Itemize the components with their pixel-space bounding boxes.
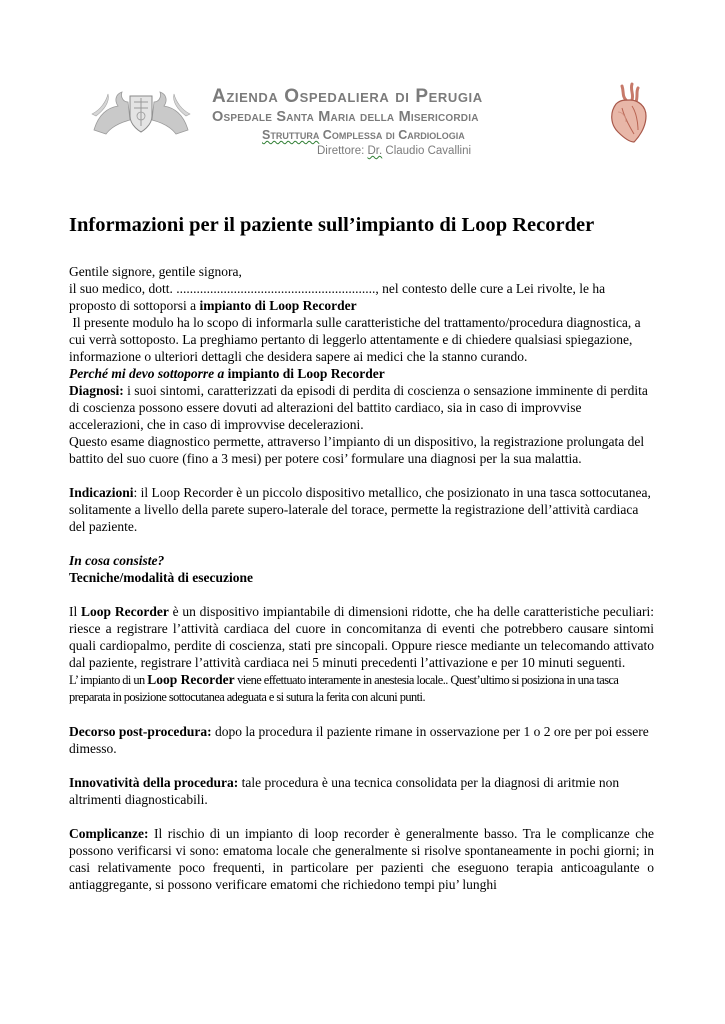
loop-text-b: Loop Recorder: [81, 604, 169, 619]
implant-paragraph: [69, 671, 654, 706]
implant-text-a: L’ impianto di un: [69, 673, 148, 687]
indications-label: Indicazioni: [69, 485, 134, 500]
technique-heading: [69, 569, 654, 586]
post-procedure-label: Decorso post-procedura:: [69, 724, 212, 739]
post-procedure-paragraph: [69, 723, 654, 757]
diagnosis-text: i suoi sintomi, caratterizzati da episodi di perdita di coscienza o sensazione imminente di perdita di coscienza possono essere dovuti ad alterazioni del battito cardiaco, sia in caso di improvvise accelerazioni, che in caso di improvvise decelerazioni.: [69, 383, 648, 432]
complications-text: Il rischio di un impianto di loop recorder è generalmente basso. Tra le complicanze che possono verificarsi vi sono: ematoma locale che generalmente si risolve spontaneamente in pochi giorni; in casi relativamente poco frequenti, in particolare per pazienti che eseguono terapia anticoagulante o antiaggregante, si possono verificare ematomi che richiedono tempi piu’ lunghi: [69, 826, 654, 892]
document-body: [69, 263, 654, 893]
why-heading-italic: Perché mi devo sottoporre a: [69, 366, 228, 381]
director-line: [212, 145, 592, 157]
indications-text: : il Loop Recorder è un piccolo dispositivo metallico, che posizionato in una tasca sottocutanea, solitamente a livello della parete supero-laterale del torace, permette la registrazione dell’attività cardiaca del paziente.: [69, 485, 651, 534]
innovation-paragraph: [69, 774, 654, 808]
director-label: Direttore:: [317, 145, 368, 157]
letterhead-text: [212, 86, 592, 157]
director-name: Claudio Cavallini: [382, 145, 472, 157]
department-name: [212, 128, 592, 142]
intro-text: il suo medico, dott. ..........................................................., nel contesto delle cure a Lei rivolte, le ha proposto di sottoporsi a: [69, 281, 606, 313]
letterhead: [88, 80, 688, 170]
post-procedure-text: dopo la procedura il paziente rimane in osservazione per 1 o 2 ore per poi essere dimesso.: [69, 724, 649, 756]
loop-recorder-paragraph: [69, 603, 654, 671]
hospital-crest-logo: [88, 86, 194, 140]
implant-text-c: viene effettuato interamente in anestesia locale.. Quest’ultimo si posiziona in una tasca preparata in posizione sottocutanea adeguata e si sutura la ferita con alcuni punti.: [69, 673, 619, 704]
technique-heading-text: Tecniche/modalità di esecuzione: [69, 570, 253, 585]
anatomical-heart-logo: [608, 82, 650, 144]
innovation-text: tale procedura è una tecnica consolidata per la diagnosi di aritmie non altrimenti diagnosticabili.: [69, 775, 620, 807]
hospital-name: Azienda Ospedaliera di Perugia: [212, 86, 483, 107]
department-name-part2: Complessa di Cardiologia: [319, 128, 465, 142]
exam-paragraph: Questo esame diagnostico permette, attraverso l’impianto di un dispositivo, la registrazione prolungata del battito del suo cuore (fino a 3 mesi) per potere cosi’ formulare una diagnosi per la sua malattia.: [69, 434, 645, 466]
complications-paragraph: [69, 825, 654, 893]
complications-label: Complicanze:: [69, 826, 149, 841]
indications-paragraph: [69, 484, 654, 535]
crest-caption: [90, 144, 194, 148]
loop-text-c: è un dispositivo impiantabile di dimensioni ridotte, che ha delle caratteristiche peculiari: riesce a registrare l’attività cardiaca del cuore in concomitanza di eventi che potrebbero causare sintomi quali cardiopalmo, perdite di coscienza, stati pre sincopali. Oppure riesce mediante un telecomando attivato dal paziente, registrare l’attività cardiaca nei 5 minuti precedenti l’attivazione e per 10 minuti seguenti.: [69, 604, 655, 670]
intro-paragraph: [69, 280, 654, 314]
implant-text-b: Loop Recorder: [147, 672, 235, 687]
loop-text-a: Il: [69, 604, 82, 619]
document-title: Informazioni per il paziente sull’impianto di Loop Recorder: [69, 214, 595, 236]
what-heading: [69, 552, 654, 569]
purpose-paragraph: [69, 314, 654, 365]
intro-procedure: impianto di Loop Recorder: [199, 298, 357, 313]
why-heading: [69, 365, 654, 382]
diagnosis-paragraph: [69, 382, 654, 433]
hospital-subname: Ospedale Santa Maria della Misericordia: [212, 109, 479, 125]
department-name-part1: Struttura: [262, 128, 320, 142]
greeting: Gentile signore, gentile signora,: [69, 264, 242, 279]
innovation-label: Innovatività della procedura:: [69, 775, 239, 790]
purpose-text: Il presente modulo ha lo scopo di informarla sulle caratteristiche del trattamento/procedura diagnostica, a cui verrà sottoposto. La preghiamo pertanto di leggerlo attentamente e di chiedere qualsiasi spiegazione, informazione o ulteriori dettagli che desidera sapere ai medici che la stanno curando.: [69, 315, 641, 364]
what-heading-text: In cosa consiste?: [69, 553, 165, 568]
diagnosis-label: Diagnosi:: [69, 383, 124, 398]
director-title: Dr.: [367, 145, 383, 157]
why-heading-procedure: impianto di Loop Recorder: [227, 366, 385, 381]
